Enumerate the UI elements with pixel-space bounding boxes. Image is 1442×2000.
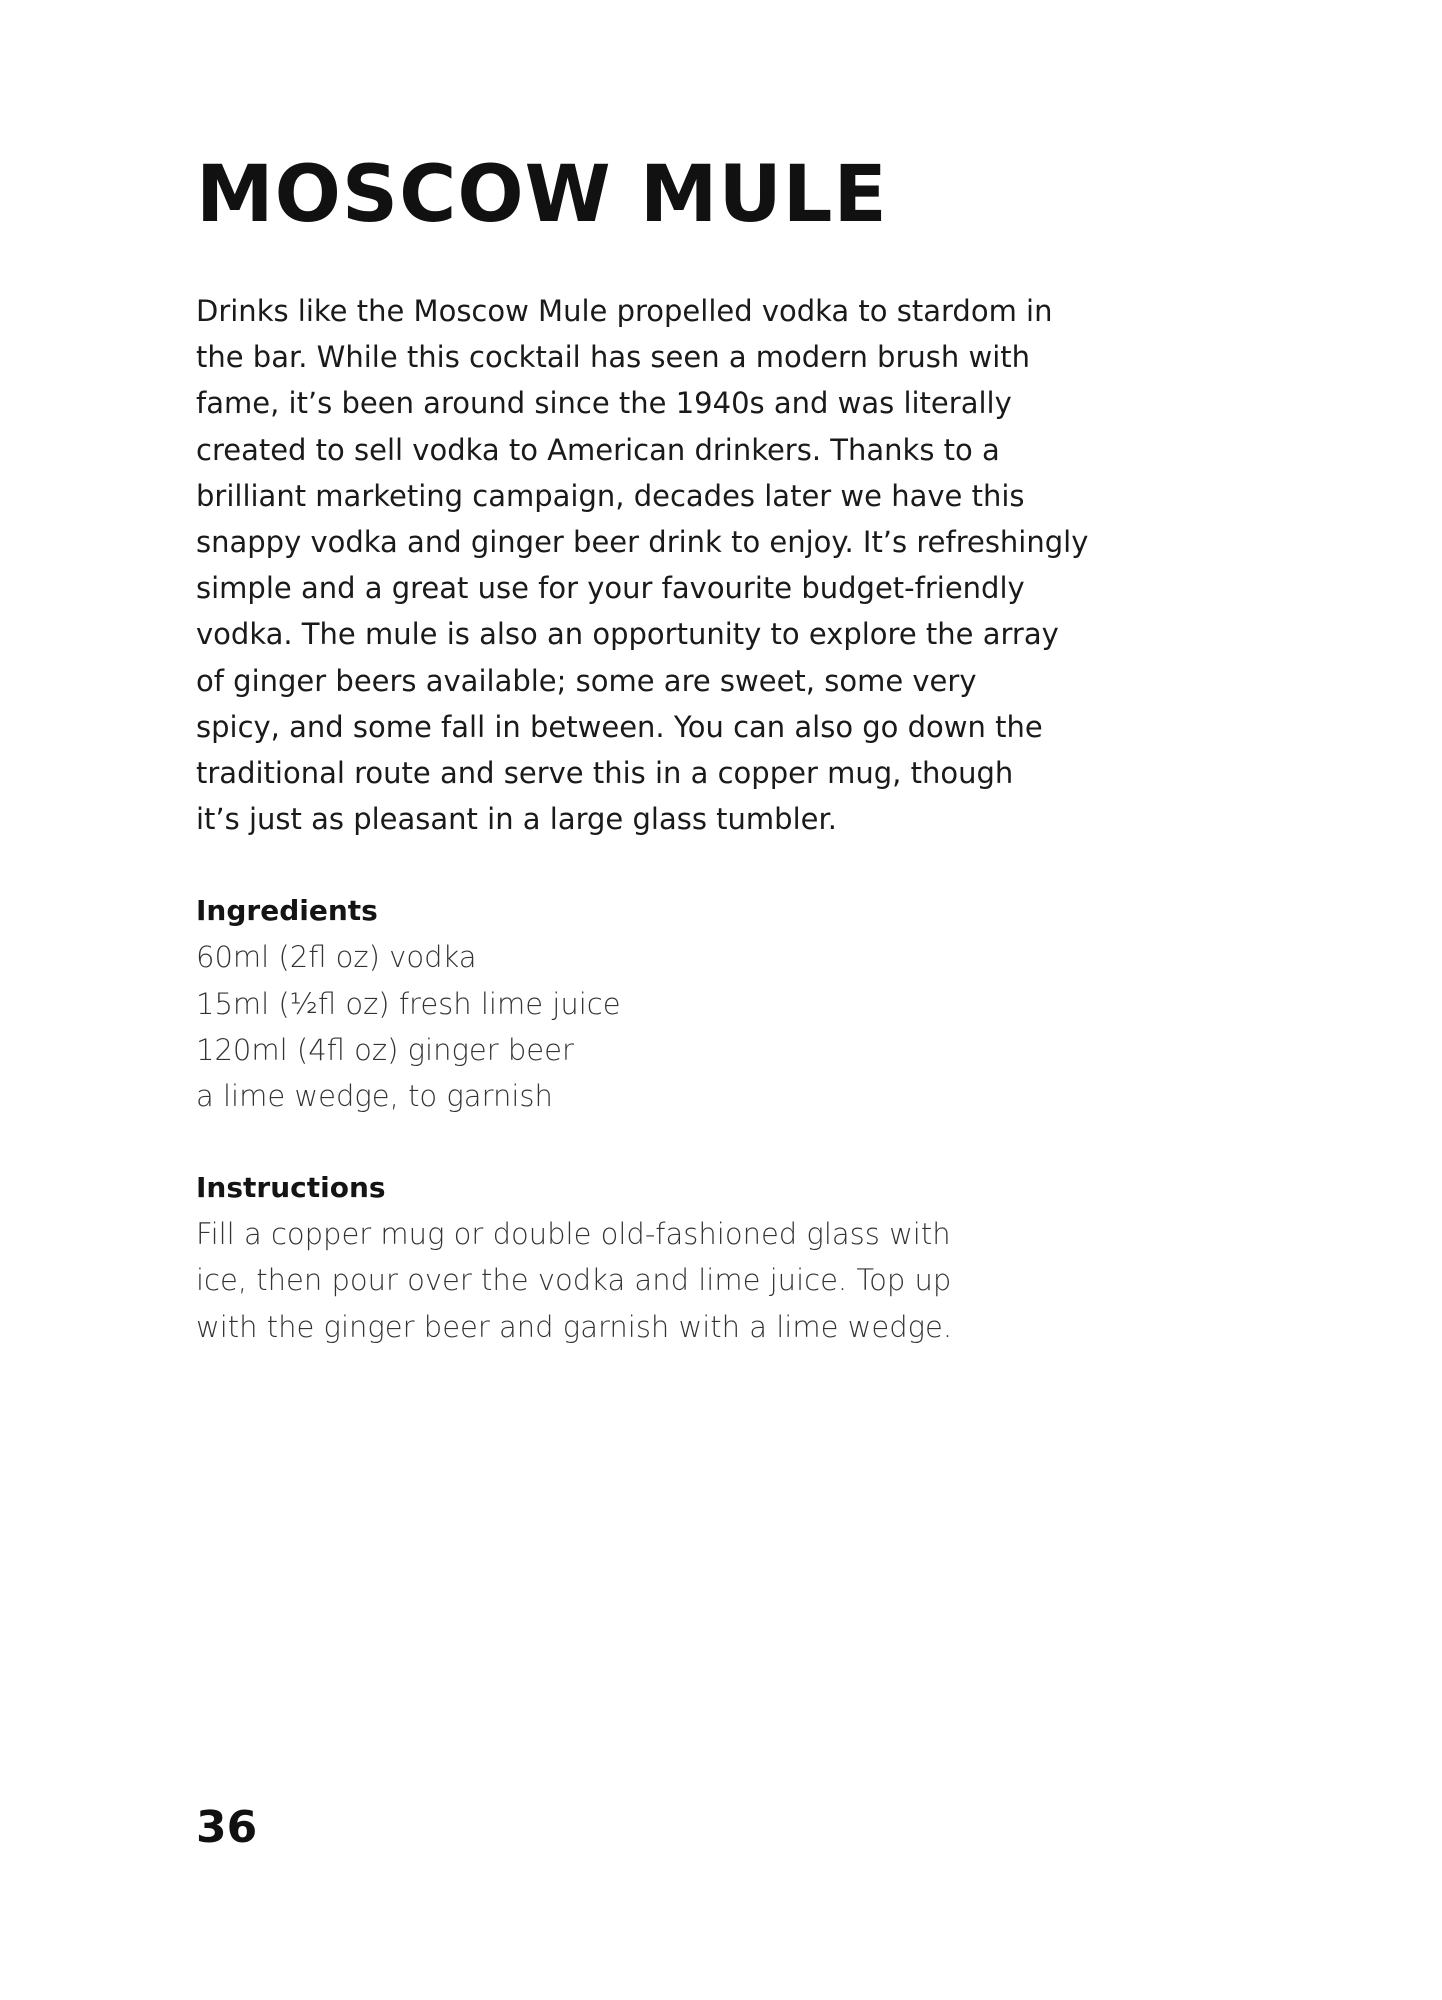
page-number: 36 <box>196 1802 258 1853</box>
intro-line: spicy, and some fall in between. You can also go down the <box>196 709 1043 744</box>
recipe-title: MOSCOW MULE <box>196 150 888 240</box>
intro-line: it’s just as pleasant in a large glass tumbler. <box>196 802 837 837</box>
intro-line: vodka. The mule is also an opportunity to explore the array <box>196 617 1059 652</box>
instructions-heading: Instructions <box>196 1171 386 1205</box>
ingredient-list <box>196 934 1196 1119</box>
intro-line: simple and a great use for your favourite budget-friendly <box>196 571 1025 606</box>
ingredient-item: a lime wedge, to garnish <box>196 1079 553 1114</box>
intro-line: traditional route and serve this in a copper mug, though <box>196 756 1014 791</box>
instruction-line: Fill a copper mug or double old-fashioned glass with <box>196 1217 951 1252</box>
ingredient-item: 15ml (½fl oz) fresh lime juice <box>196 986 621 1021</box>
instructions-text <box>196 1211 1196 1350</box>
ingredient-item: 60ml (2fl oz) vodka <box>196 940 477 975</box>
intro-line: snappy vodka and ginger beer drink to enjoy. It’s refreshingly <box>196 525 1089 560</box>
instruction-line: ice, then pour over the vodka and lime juice. Top up <box>196 1263 952 1298</box>
recipe-page <box>196 150 1196 1350</box>
intro-line: the bar. While this cocktail has seen a modern brush with <box>196 340 1031 375</box>
intro-line: created to sell vodka to American drinkers. Thanks to a <box>196 432 1000 467</box>
ingredients-section <box>196 888 1196 1119</box>
intro-line: brilliant marketing campaign, decades later we have this <box>196 478 1025 513</box>
instruction-line: with the ginger beer and garnish with a lime wedge. <box>196 1309 953 1344</box>
ingredient-item: 120ml (4fl oz) ginger beer <box>196 1032 574 1067</box>
recipe-intro <box>196 288 1196 842</box>
instructions-section <box>196 1165 1196 1350</box>
intro-line: Drinks like the Moscow Mule propelled vodka to stardom in <box>196 294 1053 328</box>
intro-line: fame, it’s been around since the 1940s and was literally <box>196 386 1012 421</box>
ingredients-heading: Ingredients <box>196 894 378 928</box>
intro-line: of ginger beers available; some are sweet, some very <box>196 663 977 698</box>
